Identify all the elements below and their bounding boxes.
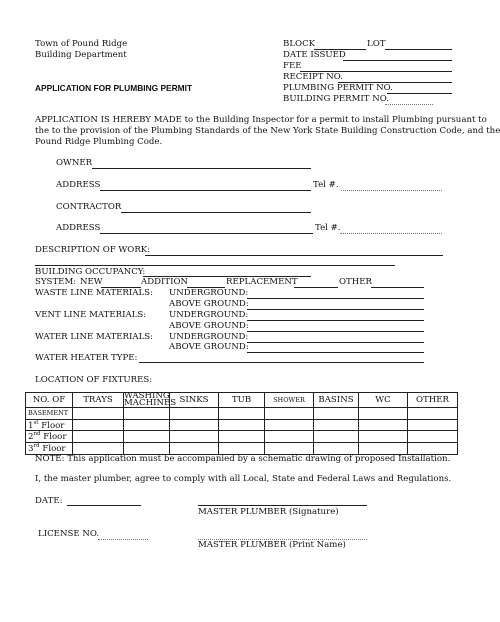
table-cell[interactable] [73, 443, 124, 455]
table-cell[interactable] [408, 419, 458, 431]
owner-address-label: ADDRESS [56, 180, 101, 190]
owner-field[interactable] [92, 168, 311, 169]
fee-label: FEE [283, 61, 302, 71]
fixtures-heading: LOCATION OF FIXTURES: [35, 375, 153, 385]
contractor-address-label: ADDRESS [56, 223, 101, 233]
plumbing-permit-field[interactable] [387, 93, 452, 94]
col-washing-machines: WASHING MACHINES [124, 391, 177, 408]
table-cell[interactable] [219, 443, 265, 455]
table-cell[interactable] [170, 431, 219, 443]
table-cell[interactable] [219, 408, 265, 420]
waste-underground-field[interactable] [247, 298, 424, 299]
col-shower: SHOWER [265, 393, 314, 408]
description-label: DESCRIPTION OF WORK: [35, 245, 151, 255]
table-cell[interactable] [359, 443, 408, 455]
water-heater-label: WATER HEATER TYPE: [35, 353, 138, 363]
owner-tel-label: Tel #. [313, 180, 339, 190]
table-cell[interactable] [73, 419, 124, 431]
system-other-label: OTHER [339, 277, 373, 287]
table-cell[interactable] [170, 443, 219, 455]
table-cell[interactable] [314, 408, 359, 420]
table-cell[interactable] [314, 419, 359, 431]
vent-line-label: VENT LINE MATERIALS: [35, 310, 147, 320]
table-cell[interactable] [219, 431, 265, 443]
system-label: SYSTEM: [35, 277, 77, 287]
waste-line-label: WASTE LINE MATERIALS: [35, 288, 153, 298]
col-no-of: NO. OF [26, 393, 73, 408]
license-field[interactable] [98, 539, 148, 540]
table-cell[interactable] [124, 419, 170, 431]
table-cell[interactable] [124, 408, 170, 420]
table-cell[interactable] [359, 408, 408, 420]
waste-aboveground-label: ABOVE GROUND: [169, 299, 249, 309]
date-issued-field[interactable] [343, 60, 452, 61]
print-name-label: MASTER PLUMBER (Print Name) [198, 540, 346, 550]
row-label-basement: BASEMENT [26, 408, 73, 420]
col-wc: WC [359, 393, 408, 408]
table-row [26, 419, 458, 431]
contractor-label: CONTRACTOR [56, 202, 122, 212]
table-cell[interactable] [73, 408, 124, 420]
col-basins: BASINS [314, 393, 359, 408]
fixtures-table [25, 392, 458, 455]
table-cell[interactable] [124, 431, 170, 443]
vent-underground-field[interactable] [247, 320, 424, 321]
table-cell[interactable] [219, 419, 265, 431]
table-row [26, 443, 458, 455]
table-cell[interactable] [314, 431, 359, 443]
owner-label: OWNER [56, 158, 93, 168]
description-field[interactable] [145, 255, 443, 256]
waste-underground-label: UNDERGROUND: [169, 288, 249, 298]
building-permit-field[interactable] [385, 104, 433, 105]
receipt-no-label: RECEIPT NO. [283, 72, 344, 82]
table-row [26, 431, 458, 443]
occupancy-label: BUILDING OCCUPANCY: [35, 267, 146, 277]
col-sinks: SINKS [170, 393, 219, 408]
system-other-field[interactable] [371, 287, 424, 288]
table-cell[interactable] [408, 431, 458, 443]
col-tub: TUB [219, 393, 265, 408]
table-cell[interactable] [170, 419, 219, 431]
description-field-2[interactable] [35, 265, 395, 266]
system-new-label: NEW [80, 277, 103, 287]
water-line-label: WATER LINE MATERIALS: [35, 332, 154, 342]
system-replacement-field[interactable] [294, 287, 338, 288]
row-label-2nd-floor: 2nd Floor [26, 431, 73, 443]
col-trays: TRAYS [73, 393, 124, 408]
license-label: LICENSE NO. [38, 529, 100, 539]
vent-aboveground-field[interactable] [247, 331, 424, 332]
lot-label: LOT [367, 39, 386, 49]
contractor-tel-field[interactable] [340, 233, 442, 234]
department-name: Building Department [35, 50, 127, 60]
table-cell[interactable] [359, 419, 408, 431]
date-issued-label: DATE ISSUED [283, 50, 346, 60]
note-text: NOTE: This application must be accompanied by a schematic drawing of proposed Installation. [35, 454, 451, 464]
water-underground-field[interactable] [247, 342, 424, 343]
water-underground-label: UNDERGROUND: [169, 332, 249, 342]
fixtures-header-row [26, 393, 458, 408]
water-aboveground-field[interactable] [247, 352, 424, 353]
building-permit-label: BUILDING PERMIT NO. [283, 94, 390, 104]
plumbing-permit-label: PLUMBING PERMIT NO. [283, 83, 393, 93]
date-label: DATE: [35, 496, 63, 506]
table-cell[interactable] [265, 443, 314, 455]
water-heater-field[interactable] [139, 362, 424, 363]
date-field[interactable] [67, 505, 141, 506]
table-cell[interactable] [124, 443, 170, 455]
contractor-tel-label: Tel #. [315, 223, 341, 233]
water-aboveground-label: ABOVE GROUND: [169, 342, 249, 352]
row-label-1st-floor: 1st Floor [26, 419, 73, 431]
owner-address-field[interactable] [100, 190, 311, 191]
system-replacement-label: REPLACEMENT [226, 277, 298, 287]
col-other: OTHER [408, 393, 458, 408]
table-cell[interactable] [73, 431, 124, 443]
signature-field[interactable] [198, 505, 367, 506]
contractor-field[interactable] [121, 212, 311, 213]
table-cell[interactable] [170, 408, 219, 420]
table-cell[interactable] [314, 443, 359, 455]
waste-aboveground-field[interactable] [247, 309, 424, 310]
signature-label: MASTER PLUMBER (Signature) [198, 507, 339, 517]
contractor-address-field[interactable] [100, 233, 313, 234]
block-label: BLOCK [283, 39, 316, 49]
table-row [26, 408, 458, 420]
table-cell[interactable] [265, 408, 314, 420]
table-cell[interactable] [359, 431, 408, 443]
vent-underground-label: UNDERGROUND: [169, 310, 249, 320]
town-name: Town of Pound Ridge [35, 39, 128, 49]
owner-tel-field[interactable] [341, 190, 442, 191]
table-cell[interactable] [265, 431, 314, 443]
intro-line-3: Pound Ridge Plumbing Code. [35, 137, 163, 147]
table-cell[interactable] [265, 419, 314, 431]
vent-aboveground-label: ABOVE GROUND: [169, 321, 249, 331]
table-cell[interactable] [408, 408, 458, 420]
lot-field[interactable] [385, 49, 452, 50]
row-label-3rd-floor: 3rd Floor [26, 443, 73, 455]
system-addition-label: ADDITION [141, 277, 189, 287]
table-cell[interactable] [408, 443, 458, 455]
intro-line-2: the to the provision of the Plumbing Standards of the New York State Building Construction Code, and the [35, 126, 500, 136]
agreement-text: I, the master plumber, agree to comply with all Local, State and Federal Laws and Regulations. [35, 474, 452, 484]
intro-line-1: APPLICATION IS HEREBY MADE to the Building Inspector for a permit to install Plumbing pursuant to [35, 115, 487, 125]
page-title: APPLICATION FOR PLUMBING PERMIT [35, 83, 193, 93]
